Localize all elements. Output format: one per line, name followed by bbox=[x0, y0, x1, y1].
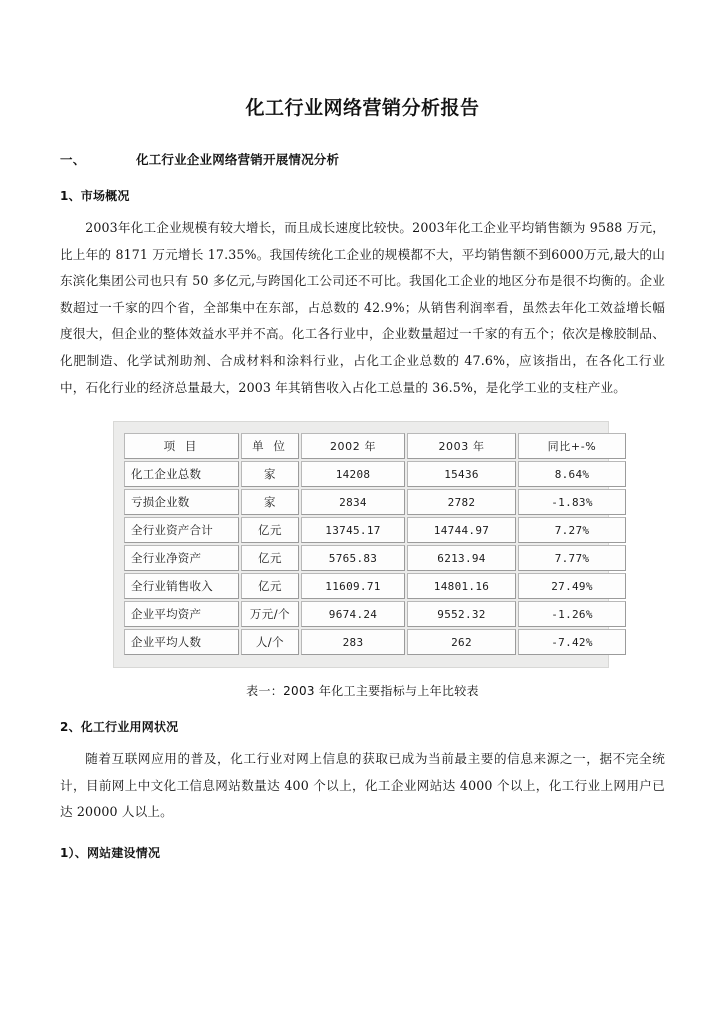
cell-y2002: 9674.24 bbox=[301, 601, 405, 627]
table-row bbox=[124, 461, 626, 487]
cell-y2002: 13745.17 bbox=[301, 517, 405, 543]
cell-y2002: 14208 bbox=[301, 461, 405, 487]
table-header-row bbox=[124, 433, 626, 459]
cell-y2003: 14744.97 bbox=[407, 517, 516, 543]
cell-item: 企业平均资产 bbox=[124, 601, 239, 627]
subsection-heading-website-construction: 1）、网站建设情况 bbox=[60, 845, 161, 860]
cell-unit: 万元/个 bbox=[241, 601, 299, 627]
column-header-y2003: 2003 年 bbox=[407, 433, 516, 459]
section-heading-1 bbox=[60, 120, 665, 168]
cell-change: -7.42% bbox=[518, 629, 626, 655]
cell-change: 7.27% bbox=[518, 517, 626, 543]
cell-unit: 人/个 bbox=[241, 629, 299, 655]
cell-change: 7.77% bbox=[518, 545, 626, 571]
table-row bbox=[124, 545, 626, 571]
cell-y2002: 5765.83 bbox=[301, 545, 405, 571]
subsection-heading-internet-usage: 2、化工行业用网状况 bbox=[60, 720, 179, 735]
cell-item: 全行业净资产 bbox=[124, 545, 239, 571]
cell-y2003: 2782 bbox=[407, 489, 516, 515]
table-row bbox=[124, 629, 626, 655]
cell-y2003: 14801.16 bbox=[407, 573, 516, 599]
document-body bbox=[60, 0, 665, 861]
table-row bbox=[124, 601, 626, 627]
cell-y2003: 6213.94 bbox=[407, 545, 516, 571]
cell-change: 27.49% bbox=[518, 573, 626, 599]
cell-unit: 家 bbox=[241, 461, 299, 487]
column-header-change: 同比+-% bbox=[518, 433, 626, 459]
column-header-item: 项 目 bbox=[124, 433, 239, 459]
table-caption: 表一：2003 年化工主要指标与上年比较表 bbox=[246, 684, 479, 699]
cell-y2002: 2834 bbox=[301, 489, 405, 515]
table-body bbox=[124, 433, 626, 655]
cell-item: 化工企业总数 bbox=[124, 461, 239, 487]
cell-unit: 亿元 bbox=[241, 545, 299, 571]
table-row bbox=[124, 489, 626, 515]
subsection-heading-market-overview: 1、市场概况 bbox=[60, 189, 130, 203]
cell-y2002: 283 bbox=[301, 629, 405, 655]
cell-change: -1.26% bbox=[518, 601, 626, 627]
cell-unit: 家 bbox=[241, 489, 299, 515]
table-row bbox=[124, 517, 626, 543]
cell-change: 8.64% bbox=[518, 461, 626, 487]
paragraph-internet-usage: 随着互联网应用的普及，化工行业对网上信息的获取已成为当前最主要的信息来源之一，据不完全统计，目前网上中文化工信息网站数量达 400 个以上，化工企业网站达 4000 个以上，化工行业上网用户已达 20000 人以上。 bbox=[60, 751, 665, 820]
cell-unit: 亿元 bbox=[241, 517, 299, 543]
cell-item: 全行业销售收入 bbox=[124, 573, 239, 599]
statistics-table-figure bbox=[113, 421, 609, 668]
section-number: 一、 bbox=[60, 152, 86, 167]
section-heading-text: 化工行业企业网络营销开展情况分析 bbox=[136, 152, 340, 167]
cell-y2003: 15436 bbox=[407, 461, 516, 487]
cell-item: 企业平均人数 bbox=[124, 629, 239, 655]
page-title: 化工行业网络营销分析报告 bbox=[245, 97, 480, 119]
cell-y2002: 11609.71 bbox=[301, 573, 405, 599]
cell-y2003: 9552.32 bbox=[407, 601, 516, 627]
column-header-y2002: 2002 年 bbox=[301, 433, 405, 459]
table-row bbox=[124, 573, 626, 599]
cell-change: -1.83% bbox=[518, 489, 626, 515]
statistics-table bbox=[122, 431, 628, 657]
cell-item: 亏损企业数 bbox=[124, 489, 239, 515]
cell-item: 全行业资产合计 bbox=[124, 517, 239, 543]
column-header-unit: 单 位 bbox=[241, 433, 299, 459]
cell-unit: 亿元 bbox=[241, 573, 299, 599]
paragraph-market-overview: 2003年化工企业规模有较大增长，而且成长速度比较快。2003年化工企业平均销售额为 9588 万元，比上年的 8171 万元增长 17.35%。我国传统化工企业的规模都不大，平均销售额不到6000万元,最大的山东滨化集团公司也只有 50 多亿元,与跨国化工公司还不可比。我国化工企业的地区分布是很不均衡的。企业数超过一千家的四个省，全部集中在东部，占总数的 42.9%；从销售利润率看，虽然去年化工效益增长幅度很大，但企业的整体效益水平并不高。化工各行业中，企业数量超过一千家的有五个；依次是橡胶制品、化肥制造、化学试剂助剂、合成材料和涂料行业，占化工企业总数的 47.6%，应该指出，在各化工行业中，石化行业的经济总量最大，2003 年其销售收入占化工总量的 36.5%，是化学工业的支柱产业。 bbox=[60, 220, 665, 395]
cell-y2003: 262 bbox=[407, 629, 516, 655]
